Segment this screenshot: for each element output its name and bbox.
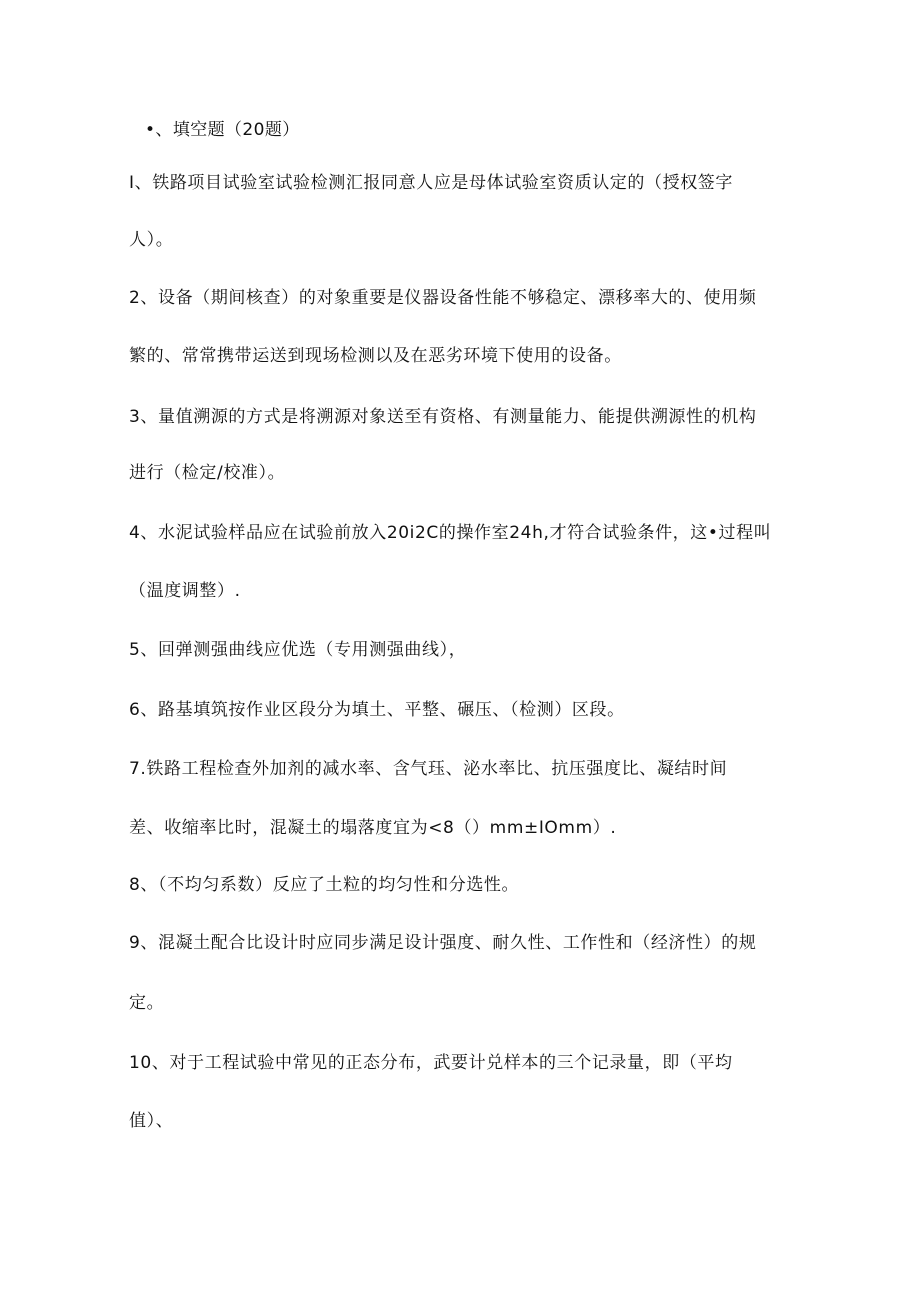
question-8-line: 8、（不均匀系数）反应了土粒的均匀性和分选性。 [129, 875, 520, 895]
question-10-line-1: 10、对于工程试验中常见的正态分布，武要计兑样本的三个记录量，即（平均 [129, 1053, 733, 1073]
question-2-line-2: 繁的、常常携带运送到现场检测以及在恶劣环境下使用的设备。 [129, 346, 622, 366]
question-6-line: 6、路基填筑按作业区段分为填土、平整、碾压、（检测）区段。 [129, 700, 625, 720]
question-3-line-2: 进行（检定/校准）。 [129, 463, 286, 483]
question-9-line-2: 定。 [129, 993, 165, 1013]
question-7-line-1: 7.铁路工程检查外加剂的减水率、含气珏、泌水率比、抗压强度比、凝结时间 [129, 759, 728, 779]
question-1-line-1: I、铁路项目试验室试验检测汇报同意人应是母体试验室资质认定的（授权签字 [129, 173, 734, 193]
question-7-line-2: 差、收缩率比时，混凝土的塌落度宜为<8（）mm±IOmm）. [129, 818, 617, 838]
question-1-line-2: 人）。 [129, 230, 174, 250]
question-5-line: 5、回弹测强曲线应优选（专用测强曲线）， [129, 640, 467, 660]
question-3-line-1: 3、量值溯源的方式是将溯源对象送至有资格、有测量能力、能提供溯源性的机构 [129, 407, 757, 427]
section-heading: •、填空题（20题） [145, 120, 300, 140]
question-10-line-2: 值）、 [129, 1111, 174, 1131]
question-4-line-2: （温度调整）. [129, 581, 241, 601]
question-9-line-1: 9、混凝土配合比设计时应同步满足设计强度、耐久性、工作性和（经济性）的规 [129, 933, 757, 953]
question-4-line-1: 4、水泥试验样品应在试验前放入20i2C的操作室24h,才符合试验条件，这•过程叫 [129, 523, 772, 543]
question-2-line-1: 2、设备（期间核查）的对象重要是仪器设备性能不够稳定、漂移率大的、使用频 [129, 288, 757, 308]
